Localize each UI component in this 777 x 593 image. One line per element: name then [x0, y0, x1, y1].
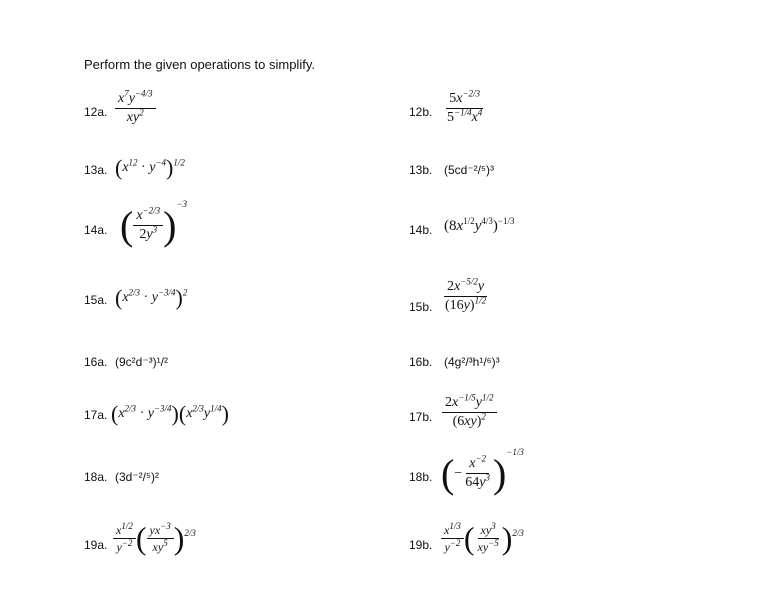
problem-label-14a: 14a. [84, 223, 108, 237]
problem-13b-expression: (5cd⁻²/⁵)³ [444, 163, 494, 177]
problem-label-16a: 16a. [84, 355, 108, 369]
problem-18a-expression: (3d⁻²/⁵)² [115, 470, 159, 484]
problem-label-15b: 15b. [409, 300, 433, 314]
problem-17a-expression: $(x^{2/3} \cdot y^{-3/4})(x^{2/3}y^{1/4})$ [111, 401, 229, 426]
problem-19a-expression: $\frac{x^{1/2}}{y^{-2}}$ ( $\frac{yx^{-3}}{xy^5}$ )$^{2/3}$ [113, 522, 196, 554]
problem-14a-expression: ( $\frac{x^{-2/3}}{2y^3}$ )$^{-3}$ [120, 199, 188, 248]
problem-label-13b: 13b. [409, 163, 433, 177]
problem-label-15a: 15a. [84, 293, 108, 307]
problem-label-17b: 17b. [409, 410, 433, 424]
page-title: Perform the given operations to simplify. [84, 57, 315, 72]
problem-label-13a: 13a. [84, 163, 108, 177]
problem-label-18b: 18b. [409, 470, 433, 484]
problem-15b-expression: $\frac{2x^{-5/2}y}{(16y)^{1/2}}$ [445, 276, 487, 313]
problem-label-18a: 18a. [84, 470, 108, 484]
problem-label-12b: 12b. [409, 105, 433, 119]
problem-17b-expression: $\frac{2x^{-1/5}y^{1/2}}{(6xy)^2}$ [442, 396, 497, 429]
problem-label-19b: 19b. [409, 538, 433, 552]
problem-14b-expression: $(8x^{1/2}y^{4/3})^{-1/3}$ [444, 216, 515, 234]
problem-12b-expression: $\frac{5x^{-2/3}}{5^{-1/4}x^4}$ [447, 88, 483, 125]
problem-16b-expression: (4g²/³h¹/⁶)³ [444, 355, 500, 369]
problem-13a-expression: $(x^{12} \cdot y^{-4})^{1/2}$ [115, 155, 185, 180]
problem-12a-expression: $\frac{x^7y^{-4/3}}{xy^2}$ [115, 92, 156, 125]
problem-label-14b: 14b. [409, 223, 433, 237]
problem-16a-expression: (9c²d⁻³)¹/² [115, 355, 168, 369]
problem-18b-expression: (− $\frac{x^{-2}}{64y^3}$ )$^{-1/3}$ [441, 447, 524, 496]
problem-label-16b: 16b. [409, 355, 433, 369]
problem-15a-expression: $(x^{2/3} \cdot y^{-3/4})^2$ [115, 285, 188, 310]
problem-label-12a: 12a. [84, 105, 108, 119]
problem-19b-expression: $\frac{x^{1/3}}{y^{-2}}$ ( $\frac{xy^3}{xy^{-5}}$ )$^{2/3}$ [441, 522, 524, 554]
problem-label-19a: 19a. [84, 538, 108, 552]
problem-label-17a: 17a. [84, 408, 108, 422]
